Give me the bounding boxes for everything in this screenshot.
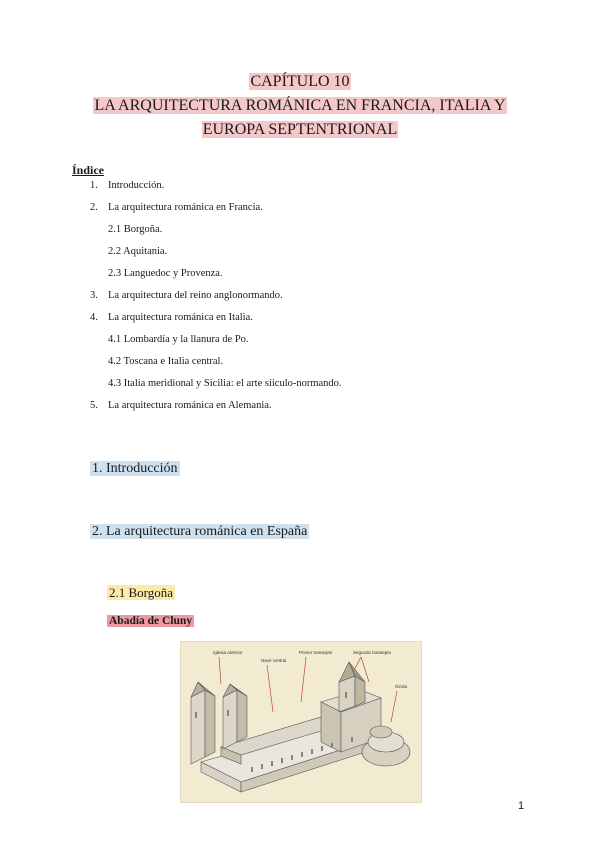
label-iglesia-anterior: Iglesia anterior — [213, 650, 243, 655]
chapter-title — [40, 70, 560, 142]
toc-item-2-3[interactable]: 2.3 Languedoc y Provenza. — [108, 268, 223, 279]
chapter-number: CAPÍTULO 10 — [250, 73, 350, 90]
cluny-drawing — [181, 642, 421, 802]
toc-item-4-1[interactable]: 4.1 Lombardía y la llanura de Po. — [108, 334, 249, 345]
abbey-heading: Abadía de Cluny — [109, 615, 193, 627]
label-nave-central: Nave central — [261, 658, 287, 663]
toc-item-4-2[interactable]: 4.2 Toscana e Italia central. — [108, 356, 224, 367]
church-structure — [191, 662, 410, 792]
toc-item-2[interactable]: 2. La arquitectura románica en Francia. — [90, 202, 263, 213]
page-number: 1 — [518, 800, 525, 812]
chapter-title-line-1: LA ARQUITECTURA ROMÁNICA EN FRANCIA, ITALIA Y — [94, 97, 506, 114]
index-heading: Índice — [72, 163, 105, 177]
section-heading-2: 2. La arquitectura románica en España — [92, 524, 308, 539]
label-girola: Girola — [395, 684, 408, 689]
label-primer-transepto: Primer transepto — [299, 650, 333, 655]
cluny-abbey-illustration — [180, 641, 422, 803]
toc-item-3[interactable]: 3. La arquitectura del reino anglonormando. — [90, 290, 283, 301]
toc-item-1[interactable]: 1. Introducción. — [90, 180, 165, 191]
chapter-title-line-2: EUROPA SEPTENTRIONAL — [202, 121, 398, 138]
subsection-heading-2-1: 2.1 Borgoña — [109, 585, 174, 600]
section-heading-1: 1. Introducción — [92, 461, 178, 476]
toc-item-2-1[interactable]: 2.1 Borgoña. — [108, 224, 163, 235]
toc-item-5[interactable]: 5. La arquitectura románica en Alemania. — [90, 400, 272, 411]
toc-item-4[interactable]: 4. La arquitectura románica en Italia. — [90, 312, 253, 323]
toc-item-4-3[interactable]: 4.3 Italia meridional y Sicilia: el arte síiculo-normando. — [108, 378, 342, 389]
toc-item-2-2[interactable]: 2.2 Aquitania. — [108, 246, 168, 257]
label-segundo-transepto: Segundo transepto — [353, 650, 392, 655]
